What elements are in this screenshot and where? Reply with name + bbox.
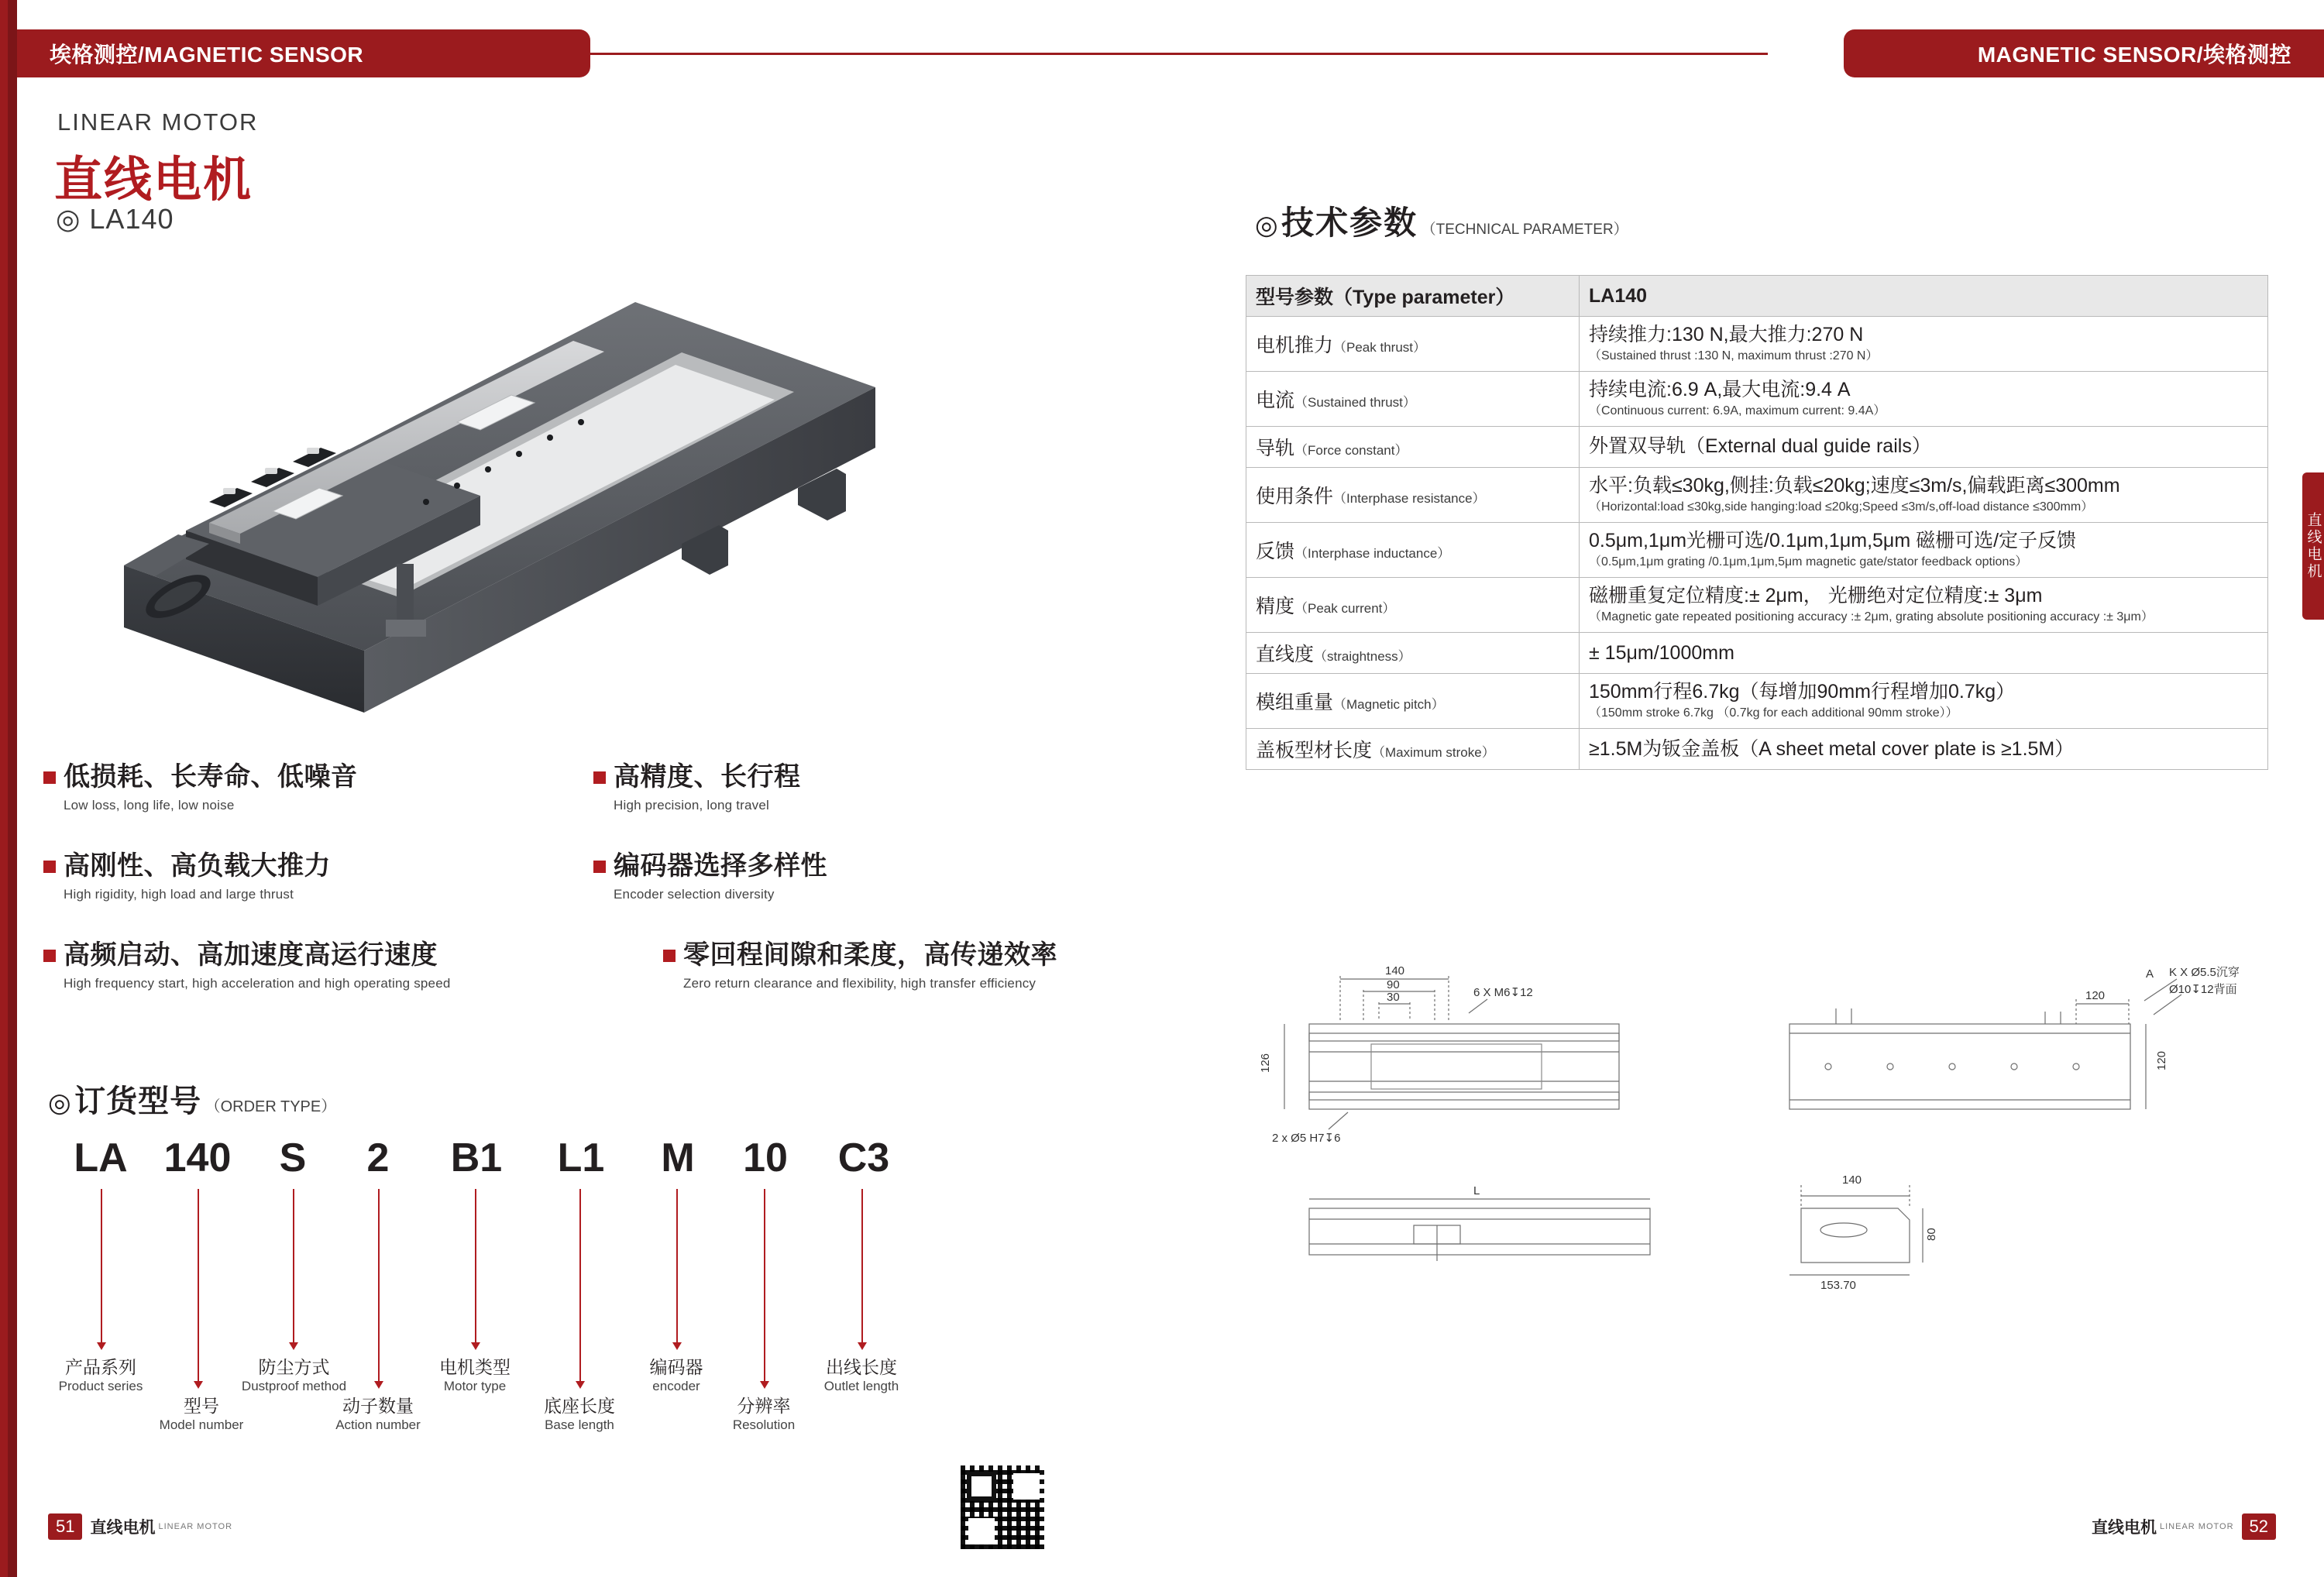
- spec-key-8: [1246, 674, 1580, 729]
- spec-key-6-en: （Peak current）: [1294, 601, 1396, 617]
- spec-value-4-en: （Horizontal:load ≤30kg,side hanging:load ≤20kg;Speed ≤3m/s,off-load distance ≤300mm）: [1589, 500, 2094, 514]
- leader-arrow-7: [672, 1342, 682, 1350]
- order-label-3-en: Dustproof method: [241, 1379, 347, 1393]
- spec-key-9: [1246, 729, 1580, 770]
- svg-text:120: 120: [2085, 989, 2106, 1002]
- spec-value-4: [1580, 468, 2268, 523]
- feature-cn: 零回程间隙和柔度，高传递效率: [683, 940, 1057, 970]
- svg-text:L: L: [1473, 1184, 1480, 1197]
- feature-en: Zero return clearance and flexibility, high transfer efficiency: [683, 976, 1037, 991]
- spec-header-value-text: LA140: [1589, 284, 1648, 307]
- header-left-banner: [17, 29, 590, 77]
- order-code-2: 140: [163, 1136, 232, 1180]
- feature-cn: 编码器选择多样性: [614, 851, 827, 881]
- order-label-9-en: Outlet length: [823, 1379, 899, 1393]
- svg-text:120: 120: [2155, 1050, 2168, 1070]
- spec-value-8-en: （150mm stroke 6.7kg （0.7kg for each additional 90mm stroke））: [1589, 706, 1958, 720]
- order-type-title: [48, 1077, 336, 1121]
- spec-key-4: [1246, 468, 1580, 523]
- order-code-5: B1: [450, 1136, 503, 1180]
- order-code-9: C3: [837, 1136, 890, 1180]
- order-code-8: 10: [743, 1136, 788, 1180]
- product-illustration: [93, 256, 930, 720]
- spec-value-8-cn: 150mm行程6.7kg（每增加90mm行程增加0.7kg）: [1589, 681, 2016, 703]
- bullet-square-icon: [43, 950, 56, 962]
- spec-key-7: [1246, 633, 1580, 674]
- spec-value-7: [1580, 633, 2268, 674]
- feature-cn: 高刚性、高负载大推力: [64, 851, 331, 881]
- leader-line-2: [198, 1189, 199, 1383]
- feature-en: High rigidity, high load and large thrust: [64, 887, 294, 902]
- order-label-8: [710, 1392, 818, 1433]
- order-label-3-cn: 防尘方式: [258, 1357, 330, 1377]
- order-type-mark: ◎: [48, 1088, 71, 1118]
- order-label-5-cn: 电机类型: [439, 1357, 511, 1377]
- order-type-cn: 订货型号: [74, 1084, 202, 1118]
- order-code-7: M: [661, 1136, 695, 1180]
- svg-text:153.70: 153.70: [1820, 1279, 1856, 1292]
- bullet-square-icon: [43, 771, 56, 784]
- leader-line-4: [378, 1189, 380, 1383]
- left-accent-bar-inner: [8, 0, 17, 1577]
- table-row: [1246, 372, 2268, 427]
- leader-arrow-3: [289, 1342, 298, 1350]
- page-number-right: 52: [2242, 1513, 2276, 1540]
- spec-value-4-cn: 水平:负载≤30kg,侧挂:负载≤20kg;速度≤3m/s,偏载距离≤300mm: [1589, 475, 2120, 497]
- svg-text:30: 30: [1387, 991, 1400, 1004]
- tech-param-cn: 技术参数: [1281, 204, 1418, 241]
- feature-item-3: [43, 844, 331, 902]
- spec-key-3: [1246, 427, 1580, 468]
- drawing-area: [1255, 953, 2262, 1386]
- leader-arrow-5: [471, 1342, 480, 1350]
- order-type-en: （ORDER TYPE）: [205, 1098, 337, 1115]
- leader-line-3: [293, 1189, 294, 1344]
- spec-value-9: [1580, 729, 2268, 770]
- spec-header-key-text: 型号参数（Type parameter）: [1256, 287, 1515, 308]
- side-tab-label: 直线电机: [2302, 472, 2324, 620]
- order-code-1: LA: [74, 1136, 128, 1180]
- svg-text:140: 140: [1842, 1173, 1862, 1187]
- leader-arrow-9: [858, 1342, 867, 1350]
- spec-key-5: [1246, 523, 1580, 578]
- table-row: [1246, 633, 2268, 674]
- leader-line-1: [101, 1189, 102, 1344]
- bullet-square-icon: [593, 771, 606, 784]
- spec-value-6: [1580, 578, 2268, 633]
- spec-key-9-cn: 盖板型材长度: [1256, 740, 1373, 762]
- feature-item-2: [593, 755, 801, 813]
- spec-value-9-cn: ≥1.5M为钣金盖板（A sheet metal cover plate is ≥1.5M）: [1589, 737, 2075, 760]
- spec-key-3-en: （Force constant）: [1294, 443, 1408, 459]
- svg-text:K X Ø5.5沉穿: K X Ø5.5沉穿: [2169, 966, 2240, 979]
- leader-line-5: [475, 1189, 476, 1344]
- order-code-row: [54, 1135, 984, 1432]
- order-label-2-en: Model number: [159, 1417, 244, 1432]
- spec-key-7-en: （straightness）: [1314, 649, 1411, 665]
- footer-right-en: LINEAR MOTOR: [2159, 1522, 2234, 1531]
- spec-value-7-cn: ± 15μm/1000mm: [1589, 641, 1734, 664]
- order-label-7: [622, 1353, 731, 1394]
- tech-param-title: [1255, 198, 1628, 244]
- spec-value-2-en: （Continuous current: 6.9A, maximum current: 9.4A）: [1589, 404, 1886, 418]
- bullet-square-icon: [663, 950, 676, 962]
- spec-table-header-row: [1246, 276, 2268, 317]
- order-label-6: [521, 1392, 638, 1433]
- order-label-2: [139, 1392, 263, 1433]
- qr-code: [961, 1465, 1044, 1549]
- footer-right: [2084, 1513, 2276, 1540]
- order-label-3: [226, 1353, 362, 1394]
- spec-key-6: [1246, 578, 1580, 633]
- spec-value-5-en: （0.5μm,1μm grating /0.1μm,1μm,5μm magnetic gate/stator feedback options）: [1589, 555, 2028, 569]
- spec-value-1-cn: 持续推力:130 N,最大推力:270 N: [1589, 324, 1864, 345]
- order-label-1-en: Product series: [58, 1379, 143, 1393]
- header-right-text: MAGNETIC SENSOR/埃格测控: [1977, 43, 2291, 67]
- bullet-square-icon: [593, 861, 606, 873]
- page-model-label: ◎ LA140: [56, 203, 174, 235]
- spec-value-2: [1580, 372, 2268, 427]
- order-label-2-cn: 型号: [184, 1396, 219, 1416]
- order-label-5: [417, 1353, 533, 1394]
- feature-en: High frequency start, high acceleration and high operating speed: [64, 976, 451, 991]
- spec-value-5: [1580, 523, 2268, 578]
- order-code-6: L1: [557, 1136, 605, 1180]
- order-label-1: [39, 1353, 163, 1394]
- spec-header-key: [1246, 276, 1580, 317]
- table-row: [1246, 317, 2268, 372]
- feature-item-4: [593, 844, 827, 902]
- order-label-4-cn: 动子数量: [342, 1396, 414, 1416]
- feature-item-5: [43, 933, 451, 991]
- spec-key-3-cn: 导轨: [1256, 438, 1295, 460]
- spec-key-8-en: （Magnetic pitch）: [1333, 697, 1445, 713]
- left-accent-bar: [0, 0, 17, 1577]
- table-row: [1246, 674, 2268, 729]
- spec-value-3: [1580, 427, 2268, 468]
- page-title-cn: 直线电机: [54, 153, 253, 207]
- spec-key-7-cn: 直线度: [1256, 644, 1315, 666]
- bullet-square-icon: [43, 861, 56, 873]
- footer-left-en: LINEAR MOTOR: [158, 1522, 233, 1531]
- order-label-8-en: Resolution: [732, 1417, 796, 1432]
- feature-cn: 低损耗、长寿命、低噪音: [64, 762, 358, 792]
- spec-key-6-cn: 精度: [1256, 596, 1295, 618]
- table-row: [1246, 427, 2268, 468]
- svg-text:140: 140: [1385, 964, 1405, 977]
- spec-key-1: [1246, 317, 1580, 372]
- spec-table: [1246, 275, 2268, 770]
- product-photo: [93, 256, 930, 720]
- svg-text:80: 80: [1925, 1228, 1938, 1241]
- leader-line-9: [861, 1189, 863, 1344]
- order-label-4-en: Action number: [335, 1417, 421, 1432]
- spec-value-1: [1580, 317, 2268, 372]
- svg-text:90: 90: [1387, 978, 1400, 991]
- feature-en: Low loss, long life, low noise: [64, 798, 235, 813]
- footer-left-cn: 直线电机: [90, 1519, 156, 1537]
- spec-key-8-cn: 模组重量: [1256, 692, 1334, 714]
- leader-arrow-1: [97, 1342, 106, 1350]
- table-row: [1246, 578, 2268, 633]
- spec-value-8: [1580, 674, 2268, 729]
- spec-value-1-en: （Sustained thrust :130 N, maximum thrust :270 N）: [1589, 349, 1879, 363]
- order-label-6-cn: 底座长度: [544, 1396, 615, 1416]
- order-label-9: [803, 1353, 920, 1394]
- svg-text:126: 126: [1259, 1053, 1272, 1073]
- header-left-text: 埃格测控/MAGNETIC SENSOR: [50, 43, 364, 67]
- spec-value-6-cn: 磁栅重复定位精度:± 2μm， 光栅绝对定位精度:± 3μm: [1589, 585, 2043, 607]
- order-code-3: S: [279, 1136, 307, 1180]
- leader-arrow-6: [576, 1381, 585, 1389]
- table-row: [1246, 468, 2268, 523]
- spec-key-2-en: （Sustained thrust）: [1294, 395, 1416, 411]
- spec-key-9-en: （Maximum stroke）: [1372, 745, 1495, 761]
- svg-text:A: A: [2146, 967, 2154, 981]
- order-label-7-en: encoder: [652, 1379, 700, 1393]
- feature-cn: 高精度、长行程: [614, 762, 801, 792]
- order-label-8-cn: 分辨率: [737, 1396, 791, 1416]
- spec-value-5-cn: 0.5μm,1μm光栅可选/0.1μm,1μm,5μm 磁栅可选/定子反馈: [1589, 530, 2077, 552]
- drawing-svg: [1255, 953, 2262, 1386]
- spec-value-3-cn: 外置双导轨（External dual guide rails）: [1589, 435, 1931, 458]
- leader-arrow-2: [194, 1381, 203, 1389]
- order-label-7-cn: 编码器: [649, 1357, 703, 1377]
- spec-key-5-cn: 反馈: [1256, 541, 1295, 563]
- footer-right-cn: 直线电机: [2091, 1519, 2157, 1537]
- svg-text:6 X M6↧12: 6 X M6↧12: [1473, 986, 1533, 999]
- table-row: [1246, 523, 2268, 578]
- spec-key-4-en: （Interphase resistance）: [1333, 491, 1486, 507]
- footer-left: [48, 1513, 232, 1540]
- order-code-4: 2: [366, 1136, 390, 1180]
- leader-line-7: [676, 1189, 678, 1344]
- header-right-banner: [1844, 29, 2324, 77]
- spec-value-2-cn: 持续电流:6.9 A,最大电流:9.4 A: [1589, 379, 1851, 401]
- order-label-1-cn: 产品系列: [65, 1357, 136, 1377]
- svg-text:Ø10↧12背面: Ø10↧12背面: [2169, 983, 2237, 996]
- feature-cn: 高频启动、高加速度高运行速度: [64, 940, 438, 970]
- order-label-5-en: Motor type: [443, 1379, 507, 1393]
- spec-key-4-cn: 使用条件: [1256, 486, 1334, 508]
- header-rule: [590, 53, 1768, 55]
- table-row: [1246, 729, 2268, 770]
- feature-item-6: [663, 933, 1057, 991]
- feature-en: Encoder selection diversity: [614, 887, 775, 902]
- feature-item-1: [43, 755, 358, 813]
- feature-en: High precision, long travel: [614, 798, 769, 813]
- leader-arrow-4: [374, 1381, 383, 1389]
- spec-key-1-en: （Peak thrust）: [1333, 340, 1427, 356]
- spec-header-value: [1580, 276, 2268, 317]
- order-label-4: [316, 1392, 440, 1433]
- page-title-en: LINEAR MOTOR: [57, 108, 259, 136]
- leader-line-8: [764, 1189, 765, 1383]
- spec-key-2-cn: 电流: [1256, 390, 1295, 412]
- spec-value-6-en: （Magnetic gate repeated positioning accuracy :± 2μm, grating absolute positioning accuracy :± 3μm）: [1589, 610, 2154, 624]
- order-label-9-cn: 出线长度: [826, 1357, 897, 1377]
- leader-arrow-8: [760, 1381, 769, 1389]
- spec-key-2: [1246, 372, 1580, 427]
- spec-key-5-en: （Interphase inductance）: [1294, 546, 1451, 562]
- order-label-6-en: Base length: [545, 1417, 614, 1432]
- page-number-left: 51: [48, 1513, 82, 1540]
- tech-param-mark: ◎: [1255, 211, 1278, 240]
- tech-param-en: （TECHNICAL PARAMETER）: [1421, 222, 1628, 238]
- svg-text:2 x Ø5 H7↧6: 2 x Ø5 H7↧6: [1272, 1132, 1341, 1145]
- leader-line-6: [579, 1189, 581, 1383]
- spec-key-1-cn: 电机推力: [1256, 335, 1334, 357]
